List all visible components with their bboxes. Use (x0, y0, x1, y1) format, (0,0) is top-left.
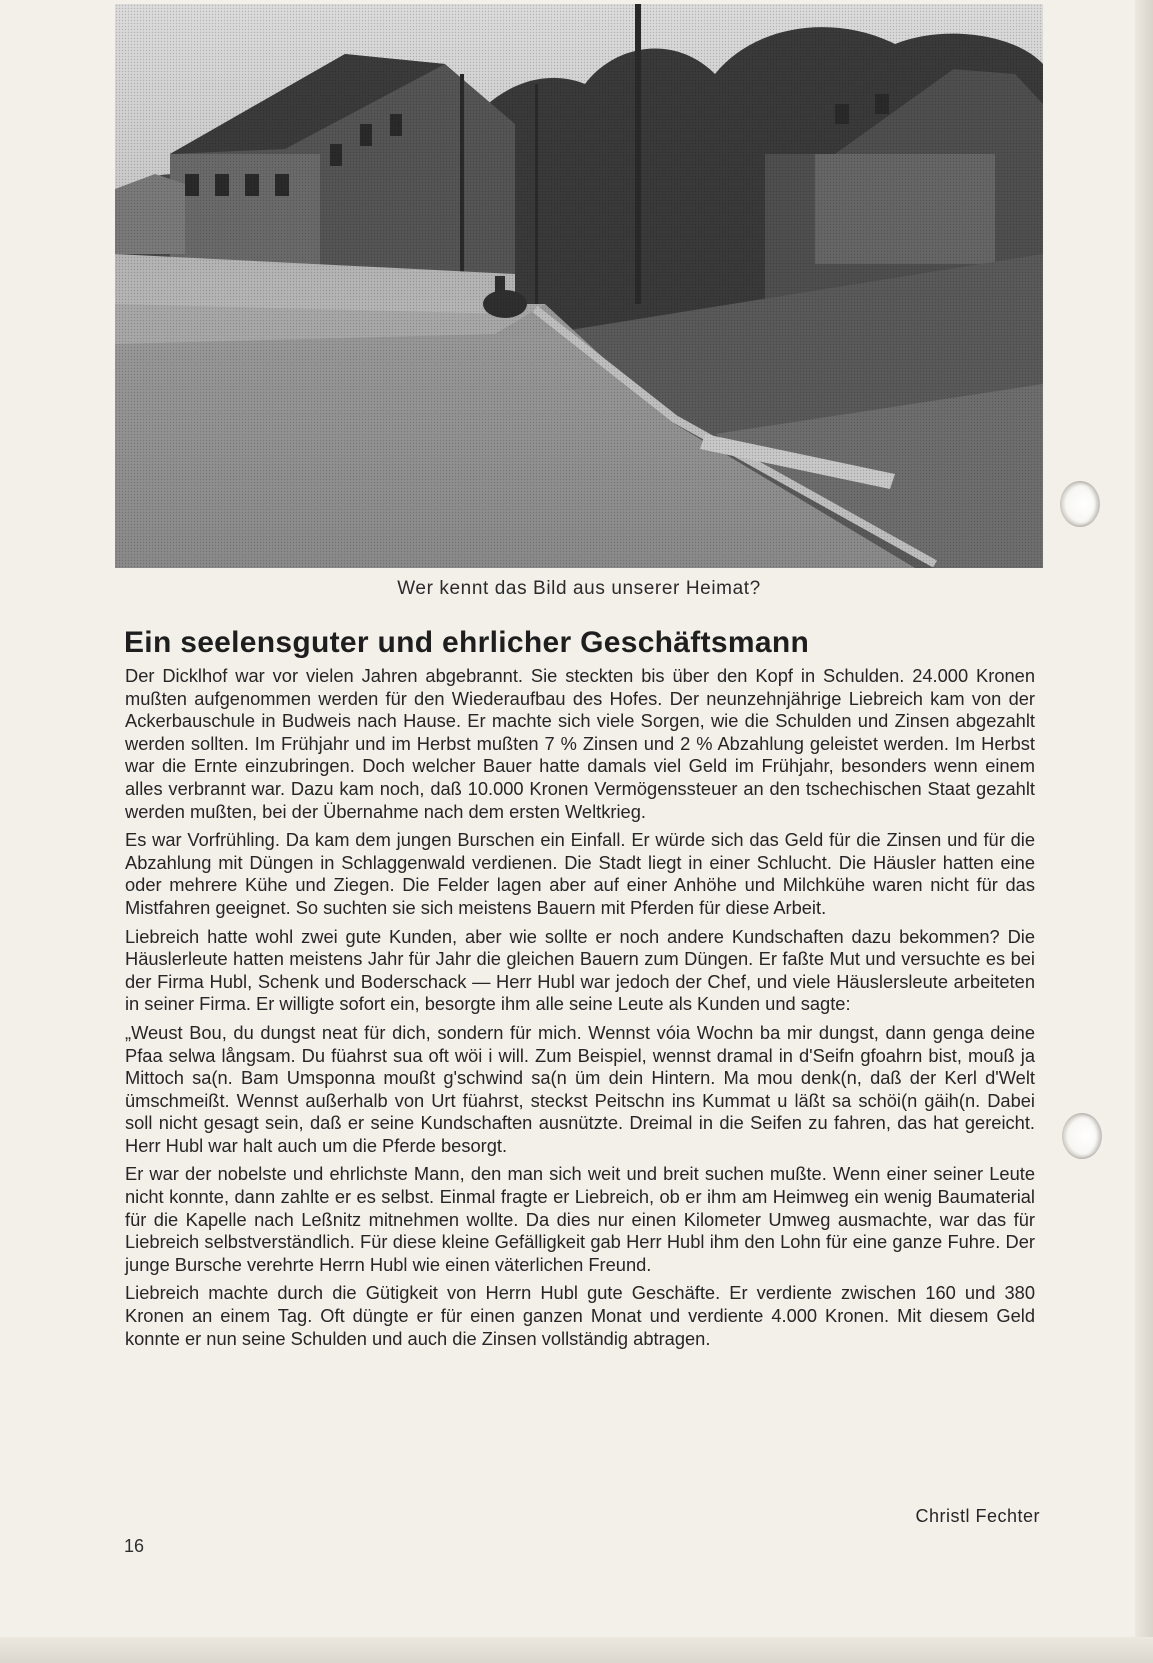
punch-hole-top (1060, 481, 1100, 527)
article-paragraph: Es war Vorfrühling. Da kam dem jungen Burschen ein Einfall. Er würde sich das Geld für die Zinsen und für die Abzahlung mit Düngen in Schlaggenwald verdienen. Die Stadt liegt in einer Schlucht. Die Häusler hatten eine oder mehrere Kühe und Ziegen. Die Felder lagen aber auf einer Anhöhe und Milchkühe waren nicht für das Mistfahren geeignet. So suchten sie sich meistens Bauern mit Pferden für diese Arbeit. (125, 829, 1035, 918)
page-edge (1135, 0, 1153, 1663)
article-title: Ein seelensguter und ehrlicher Geschäftsmann (124, 626, 810, 659)
article-paragraph: Liebreich hatte wohl zwei gute Kunden, aber wie sollte er noch andere Kundschaften dazu bekommen? Die Häuslerleute hatten meistens Jahr für Jahr die gleichen Bauern zum Düngen. Er faßte Mut und versuchte es bei der Firma Hubl, Schenk und Boderschack — Herr Hubl war jedoch der Chef, und viele Häuslersleute arbeiteten in seiner Firma. Er willigte sofort ein, besorgte ihm alle seine Leute als Kunden und sagte: (125, 925, 1035, 1015)
punch-hole-bottom (1062, 1113, 1102, 1159)
photo-caption: Wer kennt das Bild aus unserer Heimat? (397, 578, 761, 599)
article-body (125, 665, 1035, 1356)
page-number: 16 (124, 1536, 145, 1556)
article-author: Christl Fechter (915, 1506, 1040, 1526)
article-paragraph: Liebreich machte durch die Gütigkeit von Herrn Hubl gute Geschäfte. Er verdiente zwischen 160 und 380 Kronen an einem Tag. Oft düngte er für einen ganzen Monat und verdiente 4.000 Kronen. Mit diesem Geld konnte er nun seine Schulden und auch die Zinsen vollständig abtragen. (125, 1282, 1035, 1349)
village-street-photo (115, 4, 1043, 568)
article-paragraph: Der Dicklhof war vor vielen Jahren abgebrannt. Sie steckten bis über den Kopf in Schulden. 24.000 Kronen mußten aufgenommen werden für den Wiederaufbau des Hofes. Der neunzehnjährige Liebreich kam von der Ackerbauschule in Budweis nach Hause. Er machte sich viele Sorgen, wie die Schulden und Zinsen abgezahlt werden sollten. Im Frühjahr und im Herbst mußten 7 % Zinsen und 2 % Abzahlung geleistet werden. Im Herbst war die Ernte einzubringen. Doch welcher Bauer hatte damals viel Geld im Frühjahr, besonders wenn einem alles verbrannt war. Dazu kam noch, daß 10.000 Kronen Vermögenssteuer an den tschechischen Staat gezahlt werden mußten, bei der Übernahme nach dem ersten Weltkrieg. (125, 665, 1035, 822)
page-bottom-edge (0, 1637, 1153, 1663)
article-paragraph: „Weust Bou, du dungst neat für dich, sondern für mich. Wennst vóia Wochn ba mir dungst, dann genga deine Pfaa selwa långsam. Du füahrst sua oft wöi i will. Zum Beispiel, wennst dramal in d'Seifn gfoahrn bist, mouß ja Mittoch sa(n. Bam Umsponna moußt g'schwind sa(n üm dein Hintern. Ma mou denk(n, daß der Kerl d'Welt ümschmeißt. Wennst außerhalb von Urt füahrst, steckst Peitschn ins Kummat u läßt sa schöi(n gäih(n. Dabei soll nicht gesagt sein, daß er seine Kundschaften ausnützte. Dreimal in die Seifen zu fahren, das hat gereicht. Herr Hubl war halt auch um die Pferde besorgt. (125, 1021, 1035, 1156)
photo-illustration (115, 4, 1043, 568)
article-paragraph: Er war der nobelste und ehrlichste Mann, den man sich weit und breit suchen mußte. Wenn einer seiner Leute nicht konnte, dann zahlte er es selbst. Einmal fragte er Liebreich, ob er ihm am Heimweg ein wenig Baumaterial für die Kapelle nach Leßnitz mitnehmen wollte. Da dies nur einen Kilometer Umweg ausmachte, war das für Liebreich selbstverständlich. Für diese kleine Gefälligkeit gab Herr Hubl ihm den Lohn für eine ganze Fuhre. Der junge Bursche verehrte Herrn Hubl wie einen väterlichen Freund. (125, 1163, 1035, 1275)
